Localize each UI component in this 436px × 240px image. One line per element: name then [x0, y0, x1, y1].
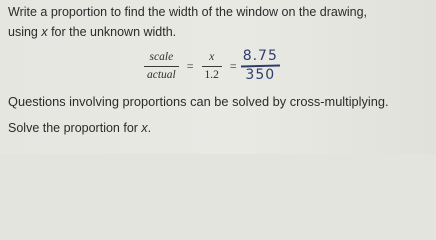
- handwritten-numerator: 8.75: [242, 48, 278, 64]
- variable-x: x: [41, 25, 48, 39]
- instruction-line-2-suffix: for the unknown width.: [47, 25, 177, 39]
- handwritten-denominator: 350: [245, 67, 276, 83]
- proportion-equation: [144, 44, 280, 88]
- instruction-line-2: [8, 25, 176, 40]
- fraction-numerator-scale: scale: [149, 50, 174, 63]
- fraction-denominator-actual: actual: [147, 68, 176, 81]
- solve-instruction-suffix: .: [147, 121, 152, 135]
- handwritten-answer-fraction: [241, 49, 280, 83]
- solve-variable-x: x: [141, 121, 148, 135]
- fraction-denominator-value: 1.2: [204, 68, 219, 81]
- fraction-numerator-x: x: [209, 50, 215, 63]
- cross-multiply-note: Questions involving proportions can be solved by cross-multiplying.: [8, 94, 389, 109]
- instruction-line-1: Write a proportion to find the width of the window on the drawing,: [8, 5, 368, 19]
- equals-sign-2: =: [229, 58, 237, 73]
- equals-sign: =: [186, 58, 194, 73]
- scale-over-actual-fraction: [144, 51, 179, 82]
- solve-instruction-prefix: Solve the proportion for: [8, 121, 142, 135]
- instruction-line-2-prefix: using: [8, 25, 42, 39]
- x-over-value-fraction: [202, 51, 222, 82]
- solve-instruction: [8, 121, 151, 136]
